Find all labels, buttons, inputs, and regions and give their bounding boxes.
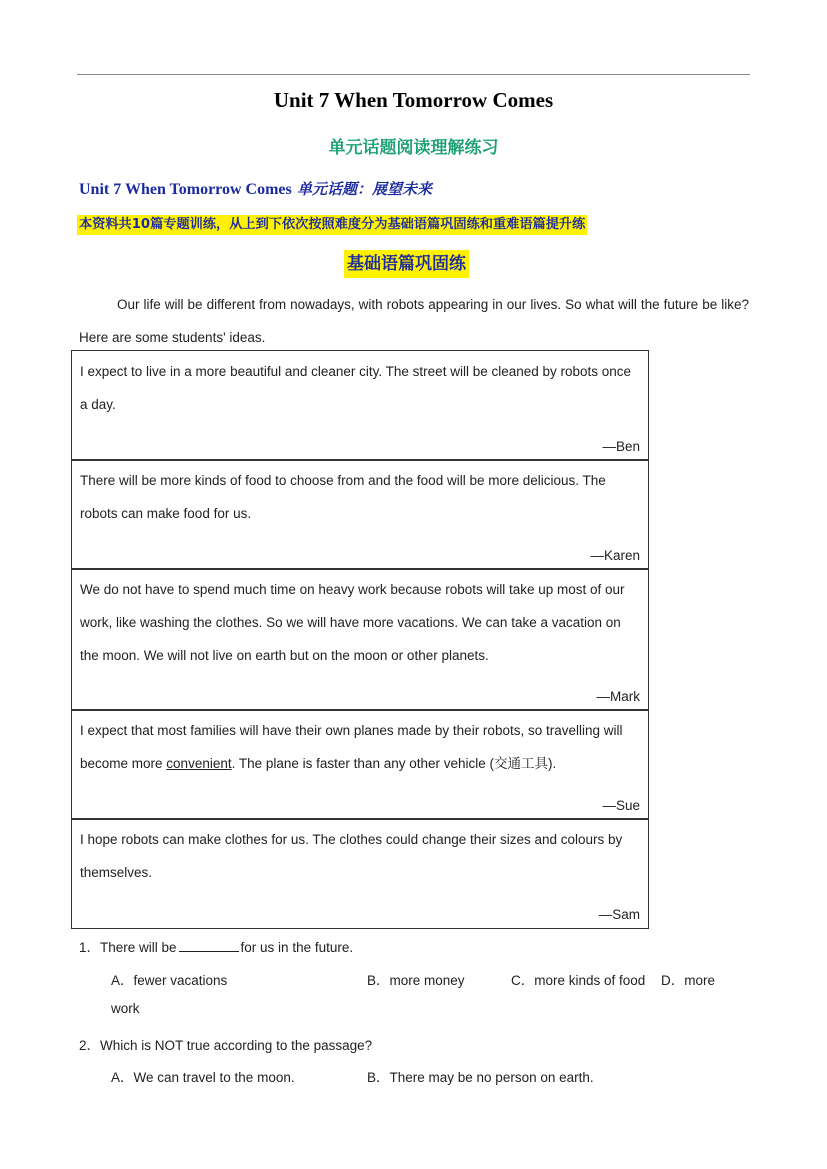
idea-author: —Karen [590,548,640,563]
question-stem-end: for us in the future. [240,940,354,955]
idea-text: I hope robots can make clothes for us. The clothes could change their sizes and colours by themselves. [80,832,623,880]
idea-box-karen [71,459,649,570]
underlined-word: convenient [166,756,232,771]
idea-text: I expect to live in a more beautiful and cleaner city. The street will be cleaned by robots once a day. [80,364,632,412]
section-heading: 基础语篇巩固练 [344,250,469,278]
idea-box-sam [71,818,649,929]
idea-author: —Ben [602,439,640,454]
header-rule [77,74,750,75]
idea-box-ben [71,350,649,461]
answer-blank [179,940,239,952]
q1-option-d-wrap: work [111,1001,140,1016]
idea-author: —Sam [598,907,640,922]
idea-text: There will be more kinds of food to choose from and the food will be more delicious. The robots can make food for us. [80,473,606,521]
q1-option-a[interactable]: A．fewer vacations [111,973,228,988]
idea-box-mark [71,568,649,711]
q1-option-d[interactable]: D．more [661,973,716,988]
page-title: Unit 7 When Tomorrow Comes [273,88,554,112]
material-note: 本资料共10篇专题训练，从上到下依次按照难度分为基础语篇巩固练和重难语篇提升练 [77,215,587,235]
topic-en: Unit 7 When Tomorrow Comes [79,181,292,198]
topic-cn: 单元话题：展望未来 [291,180,432,198]
q1-option-b[interactable]: B．more money [367,973,465,988]
q2-option-a[interactable]: A．We can travel to the moon. [111,1070,295,1085]
question-1 [79,936,353,956]
page-subtitle: 单元话题阅读理解练习 [328,138,499,158]
idea-text: We do not have to spend much time on heavy work because robots will take up most of our work, like washing the clothes. So we will have more vacations. We can take a vacation on the moon. We will not live on earth but on the moon or other planets. [80,582,625,663]
question-2: 2．Which is NOT true according to the passage? [79,1038,373,1053]
idea-text-before: I expect that most families will have their own planes made by their robots, so travelling will become more [80,723,623,771]
q1-option-c[interactable]: C．more kinds of food [511,973,646,988]
intro-paragraph: Our life will be different from nowadays, with robots appearing in our lives. So what will the future be like? Here are some students' ideas. [79,297,749,345]
idea-box-sue [71,709,649,820]
idea-text [80,714,636,780]
idea-text-after: . The plane is faster than any other vehicle (交通工具). [231,756,557,771]
unit-topic [79,178,432,199]
question-stem: 1．There will be [79,940,177,955]
q2-option-b[interactable]: B．There may be no person on earth. [367,1070,594,1085]
idea-author: —Mark [596,689,640,704]
idea-author: —Sue [602,798,640,813]
